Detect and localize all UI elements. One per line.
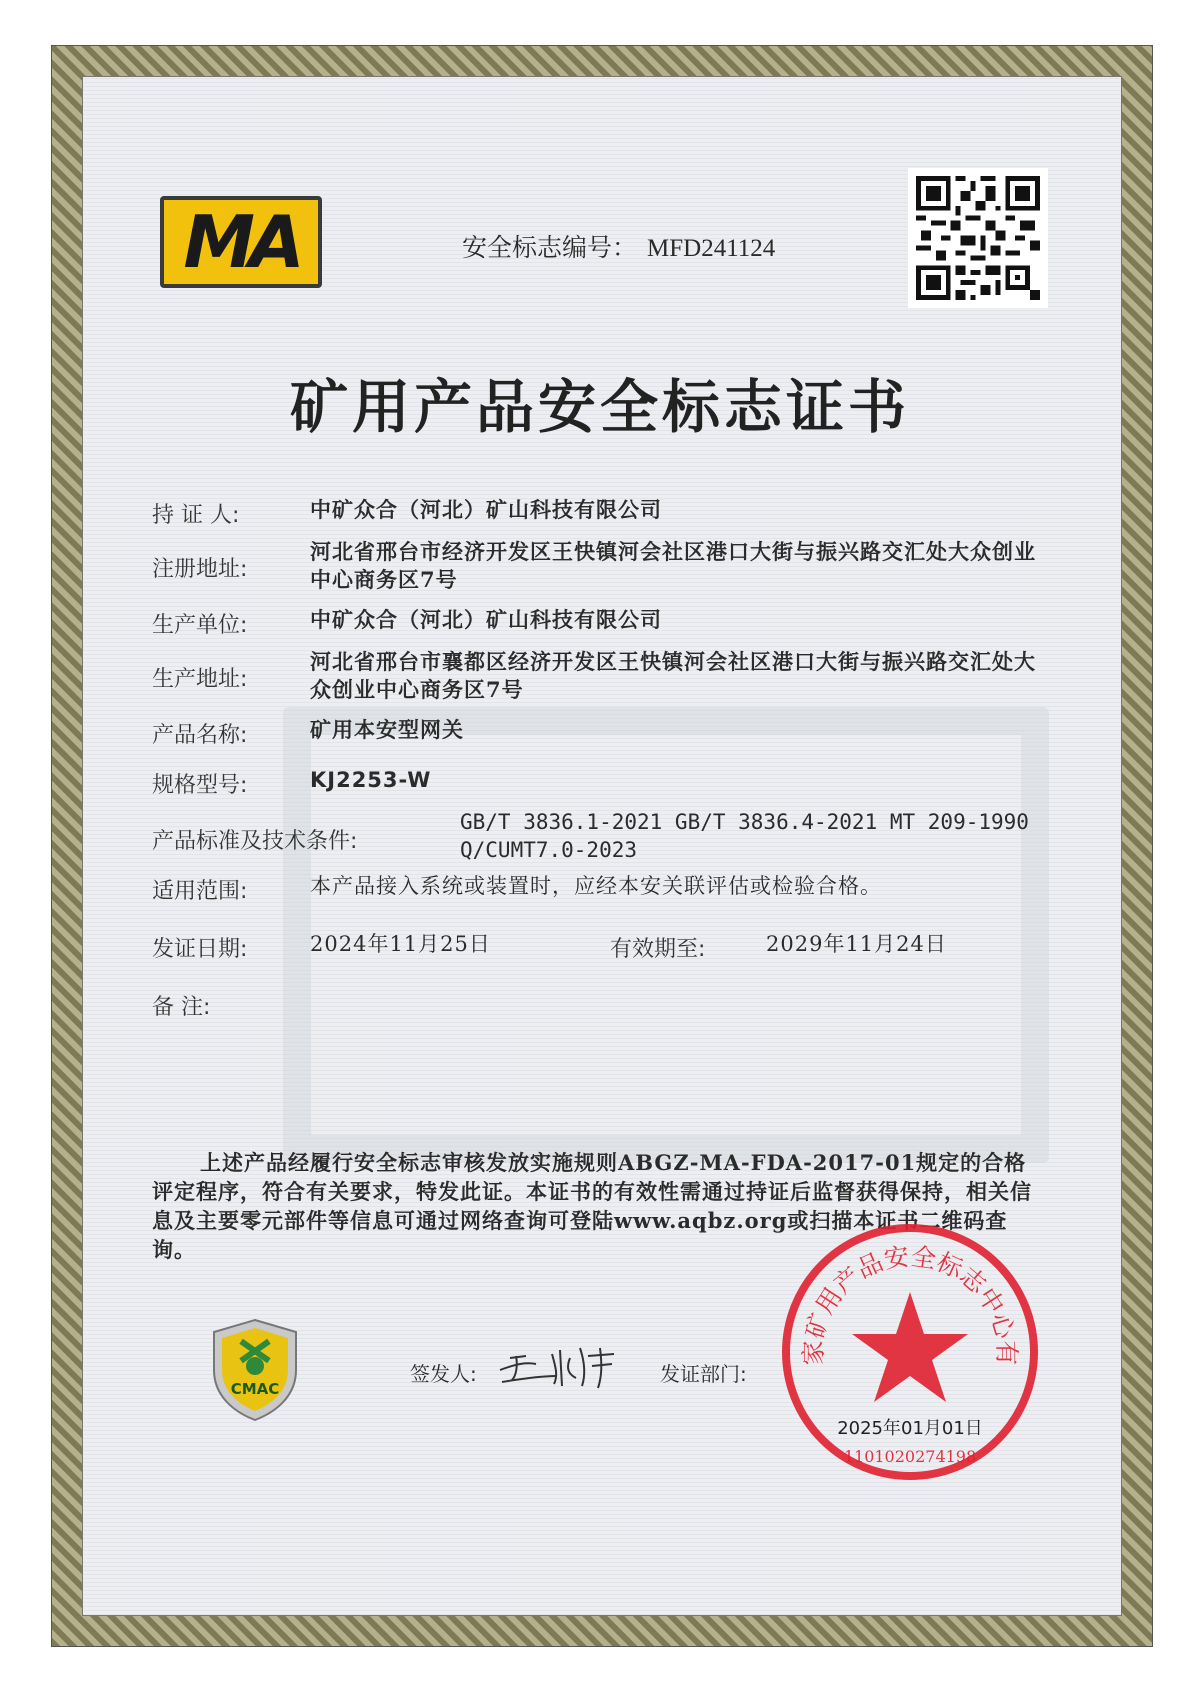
producer-label: 生产单位: [152, 613, 248, 638]
signature [496, 1340, 626, 1390]
reg-address-label: 注册地址: [152, 557, 248, 582]
holder-label: 持 证 人: [152, 503, 240, 528]
seal-text: 家矿用产品安全标志中心有 [798, 1241, 1022, 1366]
certificate-title: 矿用产品安全标志证书 [289, 373, 910, 441]
qr-code [908, 168, 1048, 308]
ma-logo-text: MA [183, 200, 299, 284]
model-label: 规格型号: [152, 773, 248, 798]
scope-value: 本产品接入系统或装置时，应经本安关联评估或检验合格。 [310, 874, 882, 898]
valid-until-value: 2029年11月24日 [766, 932, 947, 956]
valid-until-label: 有效期至: [610, 937, 706, 962]
prod-address-value: 河北省邢台市襄都区经济开发区王快镇河会社区港口大街与振兴路交汇处大众创业中心商务区7号 [310, 649, 1036, 702]
model-value: KJ2253-W [310, 768, 432, 792]
reg-address-value: 河北省邢台市经济开发区王快镇河会社区港口大街与振兴路交汇处大众创业中心商务区7号 [310, 539, 1036, 592]
remarks-label: 备 注: [152, 995, 211, 1020]
holder-value: 中矿众合（河北）矿山科技有限公司 [310, 497, 662, 522]
standard-value: GB/T 3836.1-2021 GB/T 3836.4-2021 MT 209-1990 Q/CUMT7.0-2023 [460, 810, 1029, 862]
producer-value: 中矿众合（河北）矿山科技有限公司 [310, 607, 662, 632]
standard-label: 产品标准及技术条件: [152, 829, 358, 854]
issuing-dept-label: 发证部门: [660, 1362, 747, 1386]
prod-address-label: 生产地址: [152, 667, 248, 692]
official-seal [780, 1222, 1040, 1482]
ma-logo [160, 196, 322, 288]
cmac-badge [210, 1318, 300, 1422]
certification-statement: 上述产品经履行安全标志审核发放实施规则ABGZ-MA-FDA-2017-01规定的合格评定程序，符合有关要求，特发此证。本证书的有效性需通过持证后监督获得保持，相关信息及主要零元部件等信息可通过网络查询可登陆www.aqbz.org或扫描本证书二维码查询。 [152, 1150, 1032, 1262]
product-name-label: 产品名称: [152, 723, 248, 748]
cmac-text: CMAC [230, 1380, 280, 1398]
issue-date-value: 2024年11月25日 [310, 932, 491, 956]
scope-label: 适用范围: [152, 879, 248, 904]
seal-date: 2025年01月01日 [837, 1418, 983, 1439]
issue-date-label: 发证日期: [152, 937, 248, 962]
cert-number-value: MFD241124 [647, 235, 776, 262]
cert-number [462, 228, 775, 264]
signer-label: 签发人: [410, 1362, 477, 1386]
seal-code: 1101020274198 [843, 1447, 977, 1466]
product-name-value: 矿用本安型网关 [310, 717, 464, 742]
cert-number-label: 安全标志编号： [462, 233, 638, 262]
